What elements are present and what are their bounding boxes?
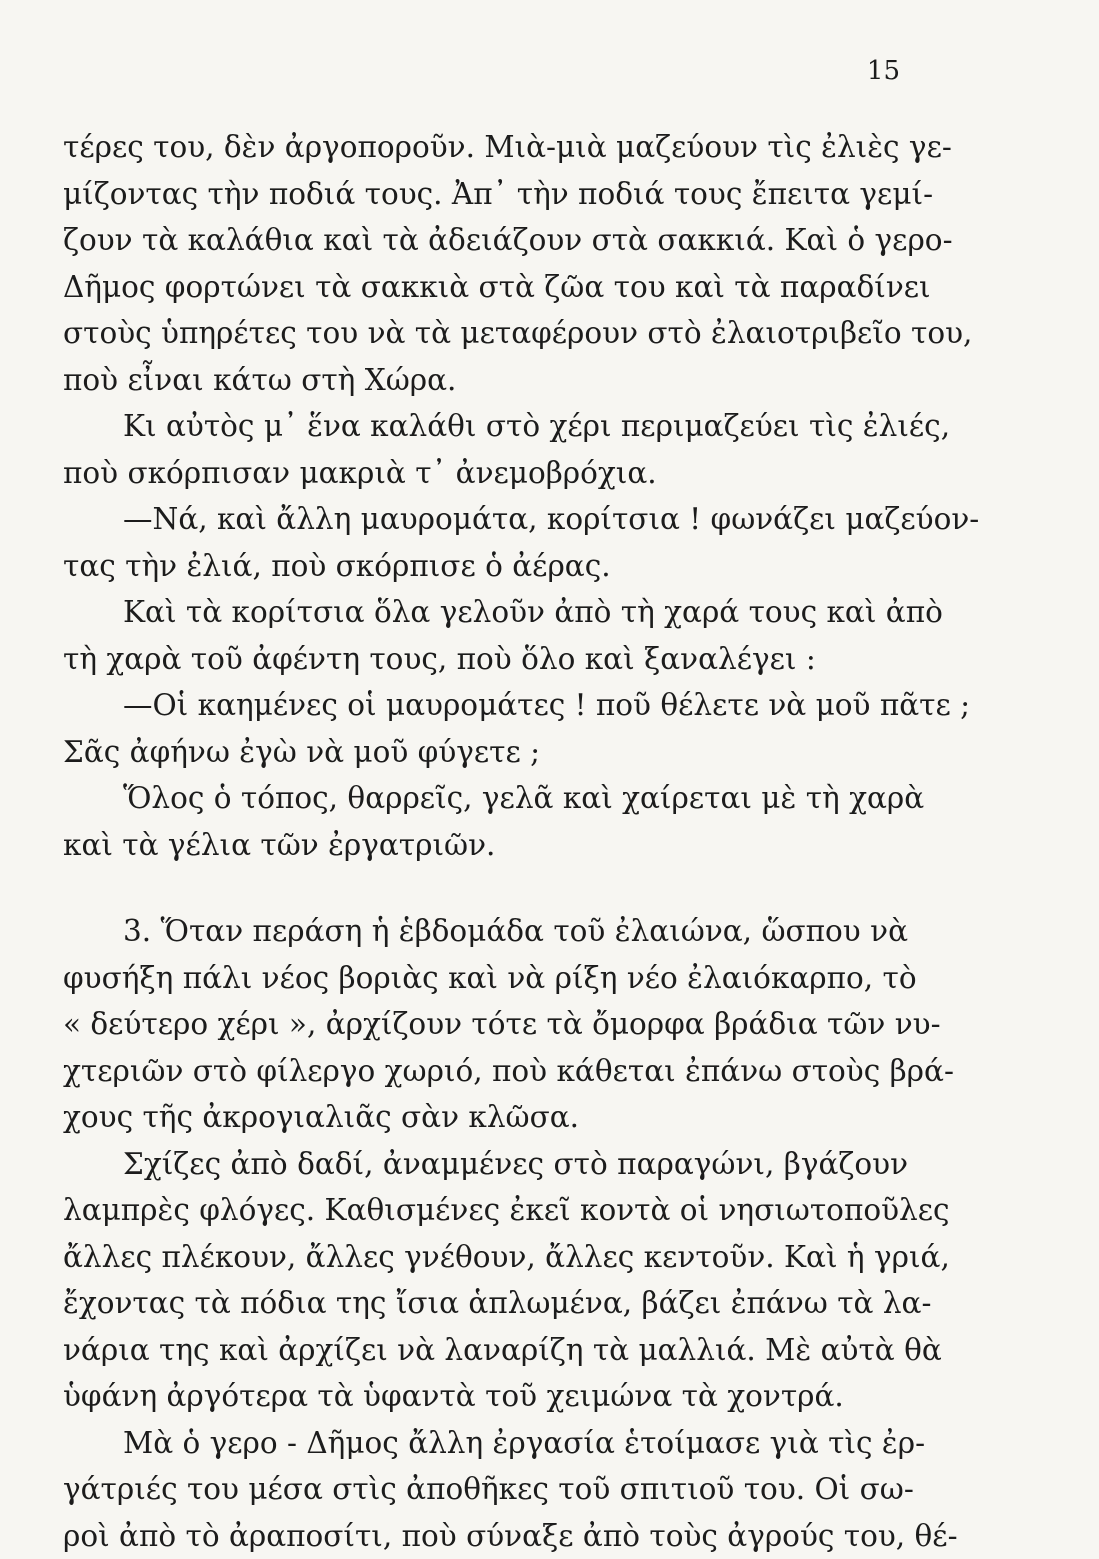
text-line: χους τῆς ἀκρογιαλιᾶς σὰν κλῶσα. xyxy=(63,1094,908,1141)
text-line: —Νά, καὶ ἄλλη μαυρομάτα, κορίτσια ! φωνάζει μαζεύον- xyxy=(63,496,908,543)
text-line: στοὺς ὑπηρέτες του νὰ τὰ μεταφέρουν στὸ ἐλαιοτριβεῖο του, xyxy=(63,310,908,357)
text-line: ὑφάνη ἀργότερα τὰ ὑφαντὰ τοῦ χειμώνα τὰ χοντρά. xyxy=(63,1373,908,1420)
text-line: γάτριές του μέσα στὶς ἀποθῆκες τοῦ σπιτιοῦ του. Οἱ σω- xyxy=(63,1466,908,1513)
section-gap xyxy=(63,868,908,908)
text-line: ποὺ εἶναι κάτω στὴ Χώρα. xyxy=(63,357,908,404)
text-line: « δεύτερο χέρι », ἀρχίζουν τότε τὰ ὄμορφα βράδια τῶν νυ- xyxy=(63,1001,908,1048)
text-line: ροὶ ἀπὸ τὸ ἀραποσίτι, ποὺ σύναξε ἀπὸ τοὺς ἀγρούς του, θέ- xyxy=(63,1513,908,1559)
text-line: Κι αὐτὸς μ᾽ ἕνα καλάθι στὸ χέρι περιμαζεύει τὶς ἐλιές, xyxy=(63,403,908,450)
text-line: ποὺ σκόρπισαν μακριὰ τ᾽ ἀνεμοβρόχια. xyxy=(63,450,908,497)
text-line: φυσήξη πάλι νέος βοριὰς καὶ νὰ ρίξη νέο ἐλαιόκαρπο, τὸ xyxy=(63,955,908,1002)
text-line: Σᾶς ἀφήνω ἐγὼ νὰ μοῦ φύγετε ; xyxy=(63,729,908,776)
text-line: Μὰ ὁ γερο - Δῆμος ἄλλη ἐργασία ἑτοίμασε γιὰ τὶς ἐρ- xyxy=(63,1420,908,1467)
text-line: ζουν τὰ καλάθια καὶ τὰ ἀδειάζουν στὰ σακκιά. Καὶ ὁ γερο- xyxy=(63,217,908,264)
text-line: χτεριῶν στὸ φίλεργο χωριό, ποὺ κάθεται ἐπάνω στοὺς βρά- xyxy=(63,1048,908,1095)
text-line: ἄλλες πλέκουν, ἄλλες γνέθουν, ἄλλες κεντοῦν. Καὶ ἡ γριά, xyxy=(63,1234,908,1281)
text-line: 3. Ὅταν περάση ἡ ἑβδομάδα τοῦ ἐλαιώνα, ὥσπου νὰ xyxy=(63,908,908,955)
text-line: Ὅλος ὁ τόπος, θαρρεῖς, γελᾶ καὶ χαίρεται μὲ τὴ χαρὰ xyxy=(63,775,908,822)
text-line: Καὶ τὰ κορίτσια ὅλα γελοῦν ἀπὸ τὴ χαρά τους καὶ ἀπὸ xyxy=(63,589,908,636)
text-line: τέρες του, δὲν ἀργοποροῦν. Μιὰ-μιὰ μαζεύουν τὶς ἐλιὲς γε- xyxy=(63,124,908,171)
text-line: μίζοντας τὴν ποδιά τους. Ἀπ᾽ τὴν ποδιά τους ἔπειτα γεμί- xyxy=(63,171,908,218)
page-number: 15 xyxy=(860,56,900,86)
text-line: Δῆμος φορτώνει τὰ σακκιὰ στὰ ζῶα του καὶ τὰ παραδίνει xyxy=(63,264,908,311)
body-text xyxy=(63,124,908,1559)
text-line: λαμπρὲς φλόγες. Καθισμένες ἐκεῖ κοντὰ οἱ νησιωτοποῦλες xyxy=(63,1187,908,1234)
text-line: ἔχοντας τὰ πόδια της ἴσια ἁπλωμένα, βάζει ἐπάνω τὰ λα- xyxy=(63,1280,908,1327)
text-line: τὴ χαρὰ τοῦ ἀφέντη τους, ποὺ ὅλο καὶ ξαναλέγει : xyxy=(63,636,908,683)
text-line: —Οἱ καημένες οἱ μαυρομάτες ! ποῦ θέλετε νὰ μοῦ πᾶτε ; xyxy=(63,682,908,729)
text-line: καὶ τὰ γέλια τῶν ἐργατριῶν. xyxy=(63,822,908,869)
text-line: νάρια της καὶ ἀρχίζει νὰ λαναρίζη τὰ μαλλιά. Μὲ αὐτὰ θὰ xyxy=(63,1327,908,1374)
text-line: Σχίζες ἀπὸ δαδί, ἀναμμένες στὸ παραγώνι, βγάζουν xyxy=(63,1141,908,1188)
text-line: τας τὴν ἐλιά, ποὺ σκόρπισε ὁ ἀέρας. xyxy=(63,543,908,590)
